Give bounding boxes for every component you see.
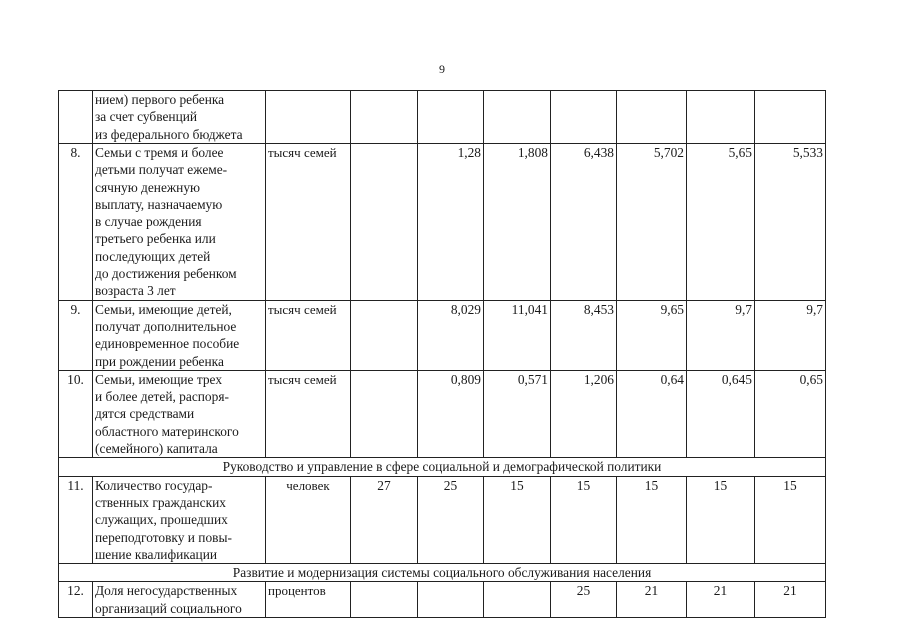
value-cell: 21 xyxy=(687,582,755,618)
value-cell xyxy=(351,370,418,457)
value-cell: 15 xyxy=(484,476,551,563)
row-description: Семьи, имеющие трех и более детей, распоря- дятся средствами областного материнского (семейного) капитала xyxy=(93,370,266,457)
value-cell: 27 xyxy=(351,476,418,563)
value-cell: 0,64 xyxy=(617,370,687,457)
section-row xyxy=(59,564,826,582)
value-cell: 11,041 xyxy=(484,300,551,370)
section-row xyxy=(59,458,826,476)
row-unit: тысяч семей xyxy=(266,144,351,301)
table-row xyxy=(59,300,826,370)
table-row xyxy=(59,144,826,301)
value-cell: 21 xyxy=(617,582,687,618)
value-cell xyxy=(418,582,484,618)
row-number: 12. xyxy=(59,582,93,618)
value-cell: 15 xyxy=(617,476,687,563)
row-unit: процентов xyxy=(266,582,351,618)
row-number xyxy=(59,91,93,144)
value-cell: 8,029 xyxy=(418,300,484,370)
value-cell: 25 xyxy=(551,582,617,618)
table-row xyxy=(59,476,826,563)
section-heading: Развитие и модернизация системы социального обслуживания населения xyxy=(59,564,826,582)
page-number: 9 xyxy=(439,62,445,76)
value-cell: 9,65 xyxy=(617,300,687,370)
value-cell: 8,453 xyxy=(551,300,617,370)
value-cell xyxy=(418,91,484,144)
value-cell: 25 xyxy=(418,476,484,563)
row-unit: человек xyxy=(266,476,351,563)
row-number: 9. xyxy=(59,300,93,370)
row-description: Семьи, имеющие детей, получат дополнительное единовременное пособие при рождении ребенка xyxy=(93,300,266,370)
value-cell: 6,438 xyxy=(551,144,617,301)
value-cell xyxy=(351,144,418,301)
value-cell: 1,206 xyxy=(551,370,617,457)
value-cell: 5,533 xyxy=(755,144,826,301)
value-cell: 5,702 xyxy=(617,144,687,301)
section-heading: Руководство и управление в сфере социальной и демографической политики xyxy=(59,458,826,476)
row-number: 8. xyxy=(59,144,93,301)
value-cell xyxy=(687,91,755,144)
value-cell xyxy=(484,91,551,144)
value-cell: 9,7 xyxy=(687,300,755,370)
value-cell: 0,645 xyxy=(687,370,755,457)
row-description: Доля негосударственных организаций социального xyxy=(93,582,266,618)
value-cell: 1,28 xyxy=(418,144,484,301)
value-cell: 0,809 xyxy=(418,370,484,457)
row-description: Семьи с тремя и более детьми получат ежеме- сячную денежную выплату, назначаемую в случае рождения третьего ребенка или последующих детей до достижения ребенком возраста 3 лет xyxy=(93,144,266,301)
row-description: Количество государ- ственных гражданских служащих, прошедших переподготовку и повы- шение квалификации xyxy=(93,476,266,563)
value-cell: 9,7 xyxy=(755,300,826,370)
row-number: 11. xyxy=(59,476,93,563)
value-cell xyxy=(351,300,418,370)
value-cell: 21 xyxy=(755,582,826,618)
table-row xyxy=(59,91,826,144)
value-cell: 15 xyxy=(551,476,617,563)
row-number: 10. xyxy=(59,370,93,457)
indicators-table xyxy=(58,90,826,618)
row-unit xyxy=(266,91,351,144)
value-cell xyxy=(484,582,551,618)
table-row xyxy=(59,582,826,618)
row-description: нием) первого ребенка за счет субвенций из федерального бюджета xyxy=(93,91,266,144)
value-cell xyxy=(755,91,826,144)
value-cell: 0,571 xyxy=(484,370,551,457)
value-cell: 15 xyxy=(755,476,826,563)
value-cell: 1,808 xyxy=(484,144,551,301)
value-cell: 15 xyxy=(687,476,755,563)
value-cell: 5,65 xyxy=(687,144,755,301)
table-row xyxy=(59,370,826,457)
value-cell xyxy=(551,91,617,144)
value-cell xyxy=(351,91,418,144)
value-cell xyxy=(617,91,687,144)
row-unit: тысяч семей xyxy=(266,300,351,370)
value-cell xyxy=(351,582,418,618)
value-cell: 0,65 xyxy=(755,370,826,457)
row-unit: тысяч семей xyxy=(266,370,351,457)
